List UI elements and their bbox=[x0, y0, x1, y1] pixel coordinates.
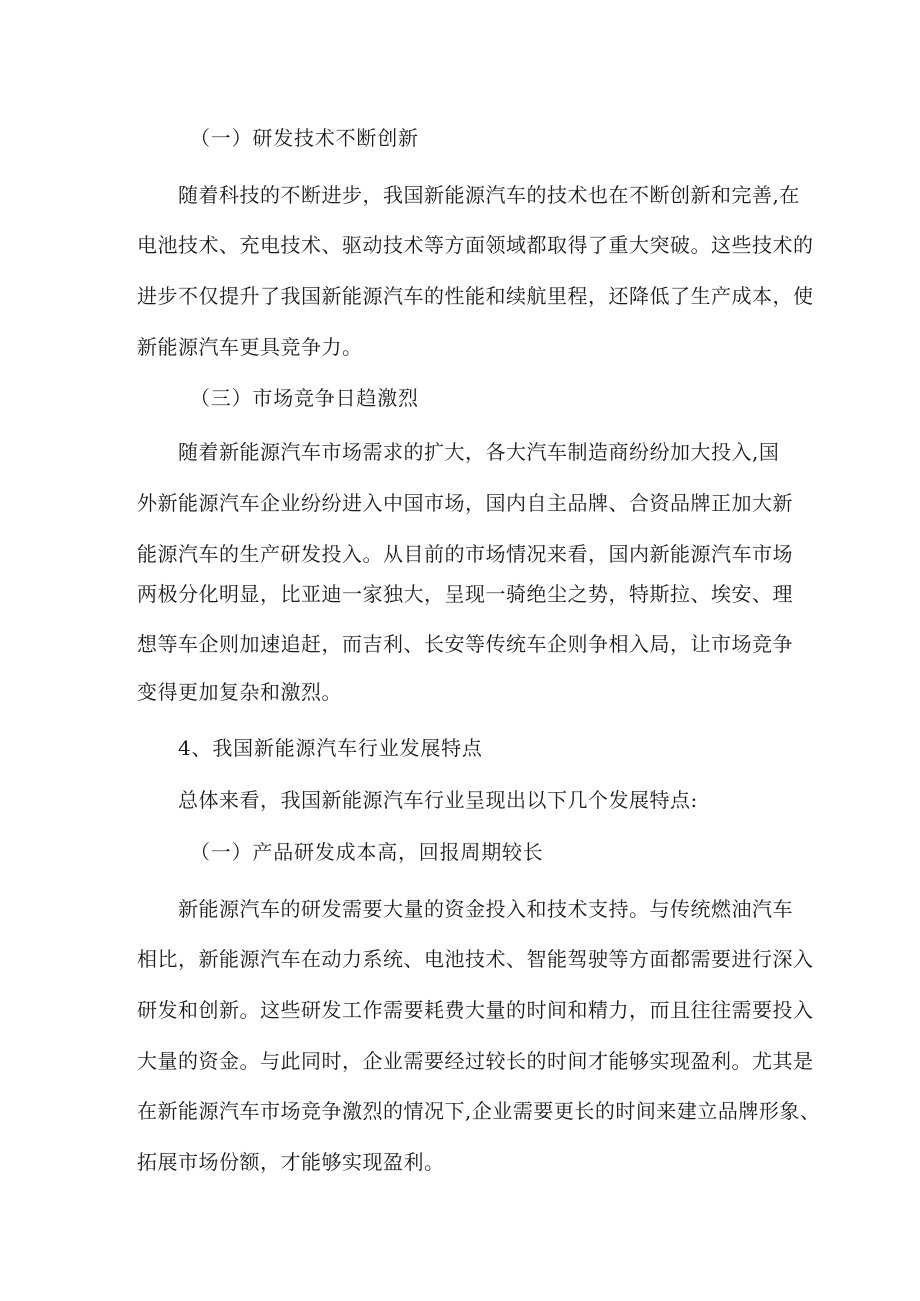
paragraph-line: 拓展市场份额，才能够实现盈利。 bbox=[137, 1150, 445, 1174]
paragraph-line: 变得更加复杂和激烈。 bbox=[137, 680, 342, 704]
section-heading: （一）研发技术不断创新 bbox=[190, 126, 419, 150]
paragraph-line: 在新能源汽车市场竞争激烈的情况下,企业需要更长的时间来建立品牌形象、 bbox=[137, 1099, 821, 1123]
chapter-heading: 4、我国新能源汽车行业发展特点 bbox=[178, 736, 483, 760]
paragraph-line: 想等车企则加速追赶，而吉利、长安等传统车企则争相入局，让市场竞争 bbox=[137, 632, 793, 656]
paragraph-line: 外新能源汽车企业纷纷进入中国市场，国内自主品牌、合资品牌正加大新 bbox=[137, 491, 793, 515]
paragraph-line: 能源汽车的生产研发投入。从目前的市场情况来看，国内新能源汽车市场 bbox=[137, 542, 793, 566]
paragraph-line: 随着科技的不断进步，我国新能源汽车的技术也在不断创新和完善,在 bbox=[178, 183, 800, 207]
paragraph-line: 新能源汽车更具竞争力。 bbox=[137, 335, 363, 359]
paragraph-line: 相比，新能源汽车在动力系统、电池技术、智能驾驶等方面都需要进行深入 bbox=[137, 947, 814, 971]
paragraph-line: 电池技术、充电技术、驱动技术等方面领域都取得了重大突破。这些技术的 bbox=[137, 233, 814, 257]
paragraph-line: 研发和创新。这些研发工作需要耗费大量的时间和精力，而且往往需要投入 bbox=[137, 998, 814, 1022]
paragraph-line: 进步不仅提升了我国新能源汽车的性能和续航里程，还降低了生产成本，使 bbox=[137, 284, 814, 308]
paragraph-line: 随着新能源汽车市场需求的扩大，各大汽车制造商纷纷加大投入,国 bbox=[178, 440, 780, 464]
sub-heading: （一）产品研发成本高，回报周期较长 bbox=[190, 840, 544, 864]
intro-line: 总体来看，我国新能源汽车行业呈现出以下几个发展特点: bbox=[178, 788, 698, 812]
section-heading: （三）市场竞争日趋激烈 bbox=[190, 386, 419, 410]
paragraph-line: 两极分化明显，比亚迪一家独大，呈现一骑绝尘之势，特斯拉、埃安、理 bbox=[137, 582, 793, 606]
paragraph-line: 新能源汽车的研发需要大量的资金投入和技术支持。与传统燃油汽车 bbox=[178, 897, 793, 921]
paragraph-line: 大量的资金。与此同时，企业需要经过较长的时间才能够实现盈利。尤其是 bbox=[137, 1049, 814, 1073]
